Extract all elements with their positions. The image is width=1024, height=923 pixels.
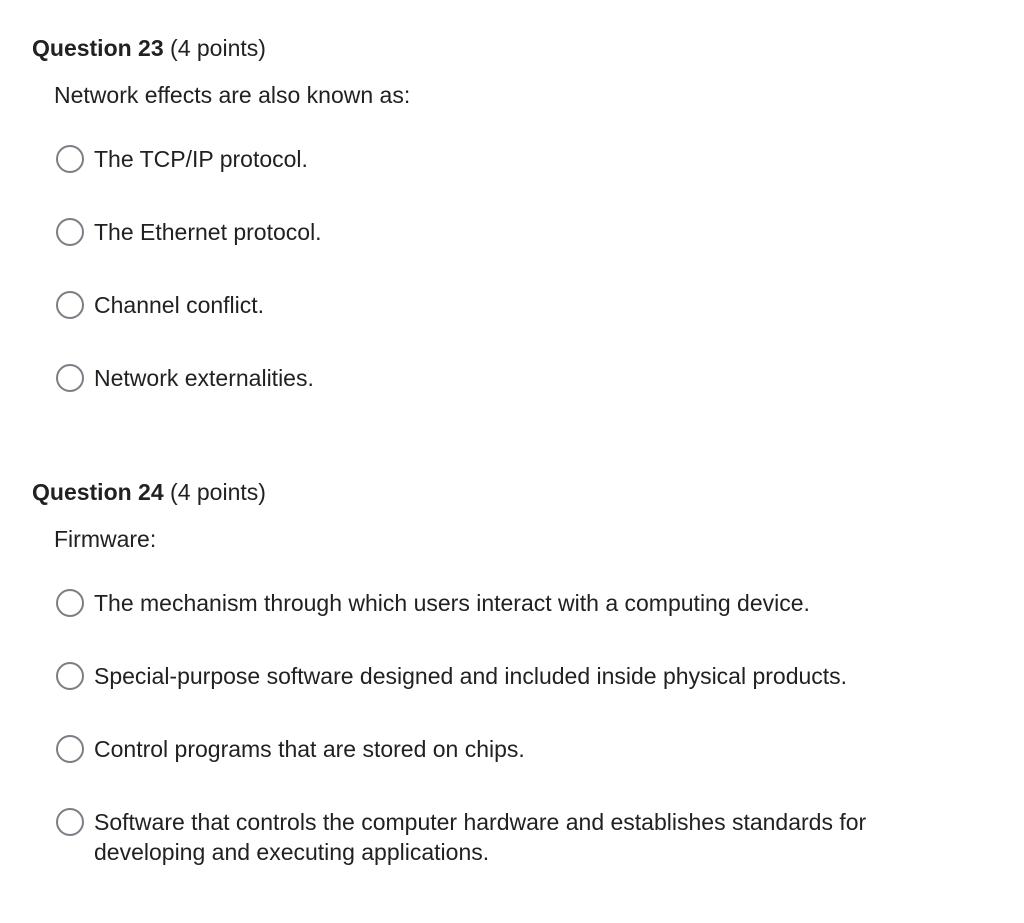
radio-button[interactable] <box>56 735 84 763</box>
radio-button[interactable] <box>56 662 84 690</box>
answer-option-label[interactable]: Special-purpose software designed and included inside physical products. <box>94 663 848 689</box>
question-23 <box>32 32 992 393</box>
question-header <box>32 32 992 64</box>
answer-option[interactable] <box>56 144 992 174</box>
answer-option[interactable] <box>56 363 992 393</box>
answer-option-label[interactable]: The Ethernet protocol. <box>94 219 322 245</box>
answer-options <box>32 588 992 867</box>
answer-option[interactable] <box>56 290 992 320</box>
answer-option-label[interactable]: The TCP/IP protocol. <box>94 146 308 172</box>
answer-option[interactable] <box>56 588 992 618</box>
answer-option[interactable] <box>56 807 992 867</box>
answer-option[interactable] <box>56 734 992 764</box>
answer-option-label[interactable]: Control programs that are stored on chips. <box>94 736 525 762</box>
answer-option-label[interactable]: Software that controls the computer hardware and establishes standards for developing and executing applications. <box>94 809 867 865</box>
answer-option[interactable] <box>56 661 992 691</box>
question-number: Question 24 <box>32 479 164 505</box>
radio-button[interactable] <box>56 808 84 836</box>
answer-option-label[interactable]: Channel conflict. <box>94 292 265 318</box>
question-number: Question 23 <box>32 35 164 61</box>
question-points: (4 points) <box>170 35 266 61</box>
question-header <box>32 476 992 508</box>
radio-button[interactable] <box>56 218 84 246</box>
answer-option[interactable] <box>56 217 992 247</box>
question-points: (4 points) <box>170 479 266 505</box>
radio-button[interactable] <box>56 364 84 392</box>
answer-option-label[interactable]: Network externalities. <box>94 365 314 391</box>
radio-button[interactable] <box>56 589 84 617</box>
answer-options <box>32 144 992 393</box>
answer-option-label[interactable]: The mechanism through which users interact with a computing device. <box>94 590 810 616</box>
question-24 <box>32 476 992 867</box>
radio-button[interactable] <box>56 291 84 319</box>
question-prompt: Network effects are also known as: <box>54 82 411 108</box>
question-prompt: Firmware: <box>54 526 157 552</box>
radio-button[interactable] <box>56 145 84 173</box>
